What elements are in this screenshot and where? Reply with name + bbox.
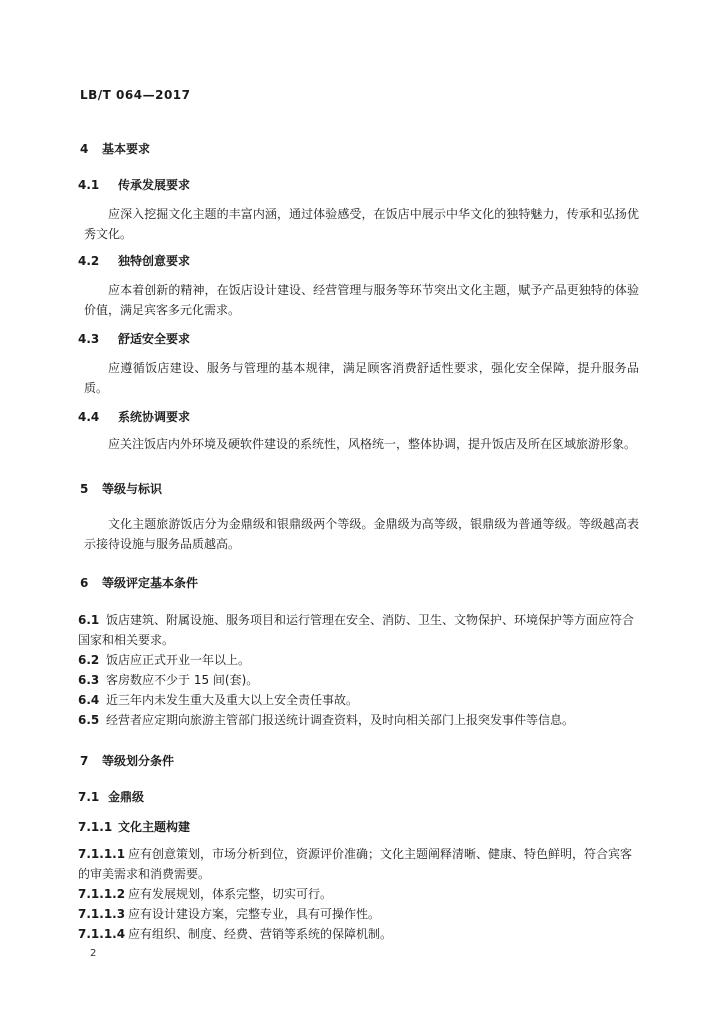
section-number: 6 bbox=[80, 576, 89, 590]
item-number: 7.1.1.1 bbox=[78, 847, 126, 861]
list-item bbox=[78, 884, 639, 904]
section-number: 4 bbox=[80, 142, 89, 156]
item-text: 经营者应定期向旅游主管部门报送统计调查资料，及时向相关部门上报突发事件等信息。 bbox=[106, 713, 575, 727]
standard-code: LB/T 064—2017 bbox=[80, 88, 191, 102]
page-number: 2 bbox=[90, 948, 97, 959]
item-number: 6.1 bbox=[78, 613, 100, 627]
section-number: 4.1 bbox=[78, 178, 100, 192]
item-text: 应有发展规划，体系完整，切实可行。 bbox=[128, 887, 333, 901]
section-4-1-text: 应深入挖掘文化主题的丰富内涵，通过体验感受，在饭店中展示中华文化的独特魅力，传承和弘扬优秀文化。 bbox=[84, 207, 639, 241]
section-title: 系统协调要求 bbox=[118, 410, 191, 424]
section-title: 等级与标识 bbox=[102, 482, 163, 496]
section-4-3-text: 应遵循饭店建设、服务与管理的基本规律，满足顾客消费舒适性要求，强化安全保障，提升服务品质。 bbox=[84, 361, 639, 395]
item-text: 应有创意策划，市场分析到位，资源评价准确；文化主题阐释清晰、健康、特色鲜明，符合宾客的审美需求和消费需要。 bbox=[78, 847, 633, 881]
list-item bbox=[78, 844, 639, 884]
item-text: 饭店建筑、附属设施、服务项目和运行管理在安全、消防、卫生、文物保护、环境保护等方面应符合国家和相关要求。 bbox=[78, 613, 635, 647]
section-title: 金鼎级 bbox=[108, 790, 145, 804]
section-5-text: 文化主题旅游饭店分为金鼎级和银鼎级两个等级。金鼎级为高等级，银鼎级为普通等级。等级越高表示接待设施与服务品质越高。 bbox=[84, 517, 639, 551]
item-number: 7.1.1.4 bbox=[78, 927, 126, 941]
list-item bbox=[78, 924, 639, 944]
list-item bbox=[78, 650, 639, 670]
section-4-heading bbox=[80, 140, 150, 157]
section-number: 4.3 bbox=[78, 332, 100, 346]
list-item bbox=[78, 610, 639, 650]
item-text: 客房数应不少于 15 间(套)。 bbox=[106, 673, 259, 687]
section-number: 4.4 bbox=[78, 410, 100, 424]
item-text: 近三年内未发生重大及重大以上安全责任事故。 bbox=[106, 693, 359, 707]
section-number: 5 bbox=[80, 482, 89, 496]
section-title: 等级划分条件 bbox=[102, 754, 175, 768]
list-item bbox=[78, 690, 639, 710]
section-4-1-heading bbox=[78, 176, 190, 193]
section-number: 7 bbox=[80, 754, 89, 768]
section-4-4-text: 应关注饭店内外环境及硬软件建设的系统性，风格统一，整体协调，提升饭店及所在区域旅游形象。 bbox=[108, 437, 637, 451]
item-number: 7.1.1.3 bbox=[78, 907, 126, 921]
item-number: 6.5 bbox=[78, 713, 100, 727]
item-text: 应有设计建设方案，完整专业，具有可操作性。 bbox=[128, 907, 381, 921]
section-title: 传承发展要求 bbox=[118, 178, 191, 192]
section-6-heading bbox=[80, 574, 198, 591]
section-title: 基本要求 bbox=[102, 142, 151, 156]
list-item bbox=[78, 710, 639, 730]
section-7-1-heading bbox=[78, 788, 144, 805]
item-number: 6.2 bbox=[78, 653, 100, 667]
section-number: 4.2 bbox=[78, 254, 100, 268]
list-item bbox=[78, 670, 639, 690]
section-7-heading bbox=[80, 752, 174, 769]
list-item bbox=[78, 904, 639, 924]
section-title: 舒适安全要求 bbox=[118, 332, 191, 346]
section-4-4-heading bbox=[78, 408, 190, 425]
item-number: 7.1.1.2 bbox=[78, 887, 126, 901]
item-number: 6.4 bbox=[78, 693, 100, 707]
section-title: 文化主题构建 bbox=[118, 820, 191, 834]
section-7-1-1-heading bbox=[78, 818, 190, 835]
section-4-3-heading bbox=[78, 330, 190, 347]
section-title: 等级评定基本条件 bbox=[102, 576, 199, 590]
section-title: 独特创意要求 bbox=[118, 254, 191, 268]
item-text: 饭店应正式开业一年以上。 bbox=[106, 653, 251, 667]
section-5-heading bbox=[80, 480, 162, 497]
item-text: 应有组织、制度、经费、营销等系统的保障机制。 bbox=[128, 927, 393, 941]
section-number: 7.1 bbox=[78, 790, 100, 804]
item-number: 6.3 bbox=[78, 673, 100, 687]
section-number: 7.1.1 bbox=[78, 820, 113, 834]
section-4-2-heading bbox=[78, 252, 190, 269]
section-4-2-text: 应本着创新的精神，在饭店设计建设、经营管理与服务等环节突出文化主题，赋予产品更独特的体验价值，满足宾客多元化需求。 bbox=[84, 283, 639, 317]
